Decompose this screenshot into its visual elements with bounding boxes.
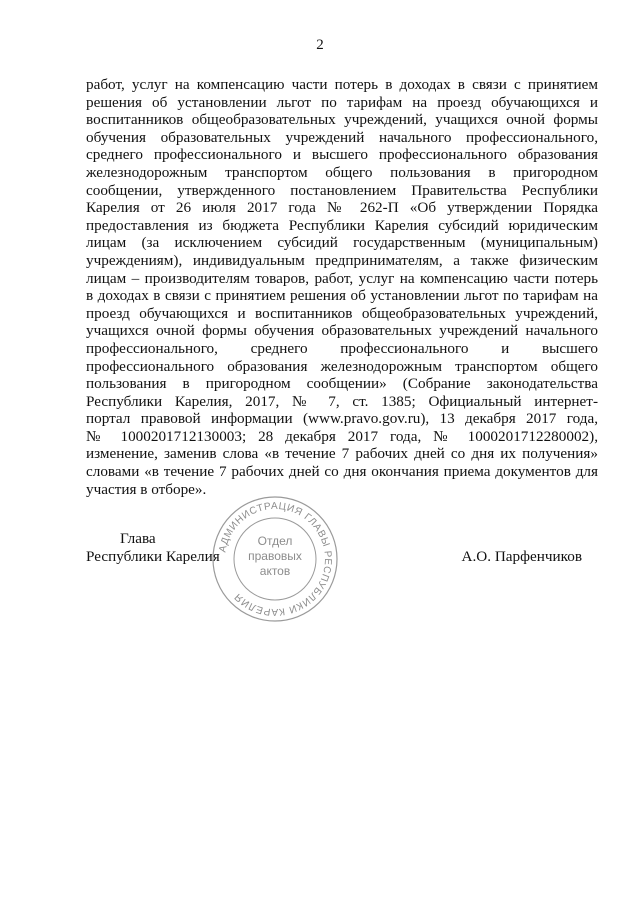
stamp-line-3: актов — [259, 564, 291, 578]
body-line: портал правовой информации (www.pravo.gov.ru), 13 декабря 2017 года, — [86, 410, 598, 428]
body-line: лицам (за исключением субсидий государственным (муниципальным) — [86, 234, 598, 252]
body-line: профессионального, среднего профессионального и высшего — [86, 339, 598, 357]
stamp-ring-text: АДМИНИСТРАЦИЯ ГЛАВЫ РЕСПУБЛИКИ КАРЕЛИЯ — [217, 500, 334, 618]
body-line: изменение, заменив слова «в течение 7 рабочих дней со дня их получения» — [86, 445, 598, 463]
body-line: участия в отборе». — [86, 480, 207, 498]
body-line: сообщении, утвержденного постановлением Правительства Республики — [86, 181, 598, 199]
stamp-line-2: правовых — [248, 549, 302, 563]
body-line: проезд обучающихся и воспитанников общеобразовательных учреждений, — [86, 304, 598, 322]
body-line: лицам – производителям товаров, работ, услуг на компенсацию части потерь — [86, 269, 598, 287]
page-number: 2 — [316, 37, 324, 53]
body-line: железнодорожным транспортом общего пользования в пригородном — [86, 163, 598, 181]
body-line: Республики Карелия, 2017, № 7, ст. 1385; Официальный интернет- — [86, 392, 598, 410]
body-line: учреждениям), индивидуальным предпринимателям, а также физическим — [86, 251, 598, 269]
signatory-title: Глава — [120, 530, 156, 547]
body-line: Карелия от 26 июля 2017 года № 262-П «Об утверждении Порядка — [86, 199, 598, 217]
body-line: профессионального образования железнодорожным транспортом общего — [86, 357, 598, 375]
stamp-line-1: Отдел — [257, 534, 293, 548]
body-line: № 1000201712130003; 28 декабря 2017 года, № 1000201712280002), — [86, 427, 598, 445]
body-line: работ, услуг на компенсацию части потерь в доходах в связи с принятием — [86, 76, 598, 93]
signatory-name: А.О. Парфенчиков — [461, 548, 582, 565]
body-paragraph — [86, 76, 598, 498]
body-line: среднего профессионального и высшего профессионального образования — [86, 146, 598, 164]
body-line: пользования в пригородном сообщении» (Собрание законодательства — [86, 375, 598, 393]
body-line: учащихся очной формы обучения образовательных учреждений начального — [86, 322, 598, 340]
body-line: словами «в течение 7 рабочих дней со дня окончания приема документов для — [86, 463, 598, 481]
body-line: решения об установлении льгот по тарифам на проезд обучающихся и — [86, 93, 598, 111]
department-stamp — [210, 494, 340, 624]
body-line: воспитанников общеобразовательных учреждений, учащихся очной формы — [86, 111, 598, 129]
body-line: обучения образовательных учреждений начального профессионального, — [86, 128, 598, 146]
body-line: в доходах в связи с принятием решения об установлении льгот по тарифам на — [86, 287, 598, 305]
body-line: предоставления из бюджета Республики Карелия субсидий юридическим — [86, 216, 598, 234]
signatory-region: Республики Карелия — [86, 548, 220, 565]
